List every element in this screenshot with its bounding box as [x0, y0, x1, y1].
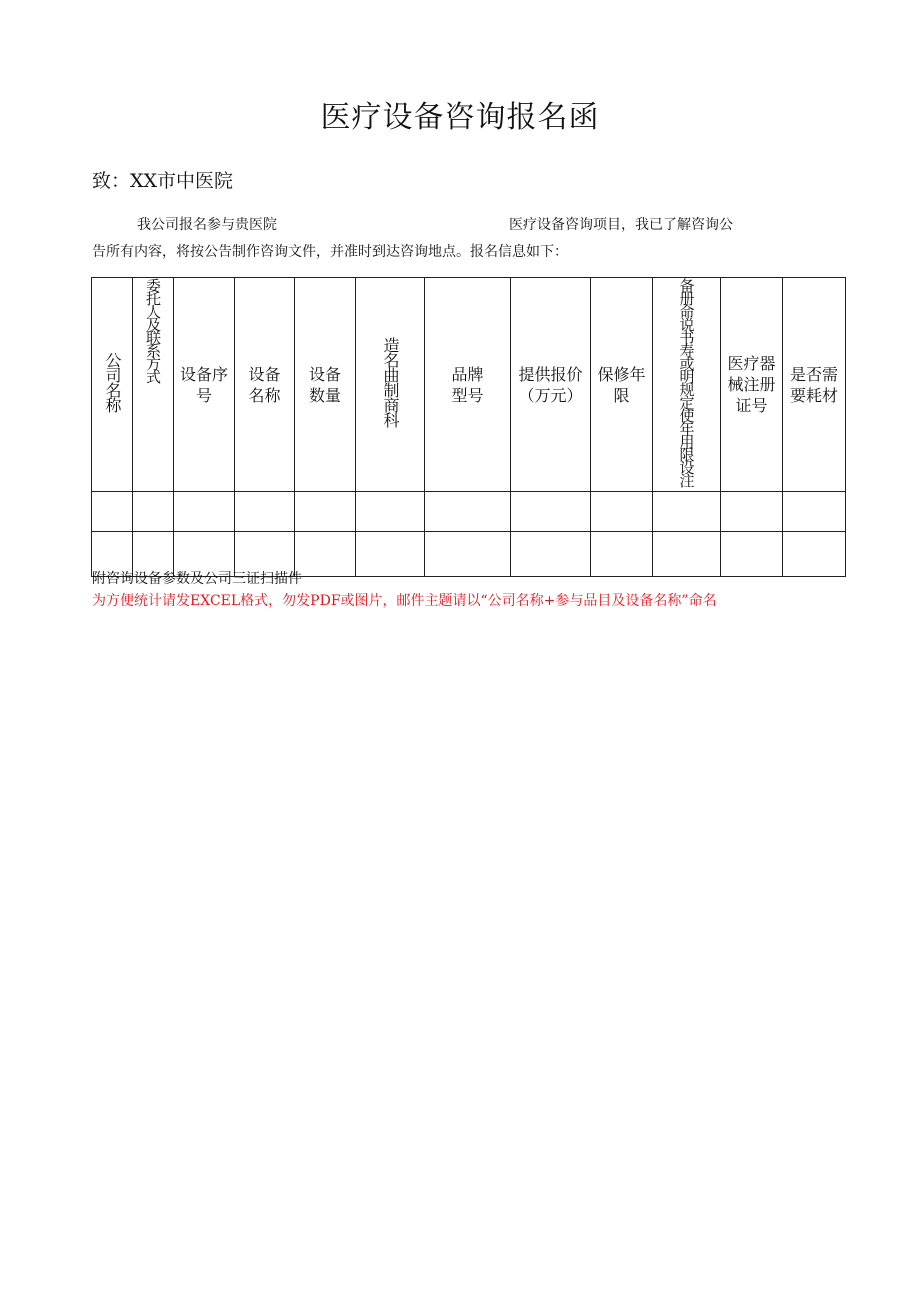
header-registration: 医疗器械注册证号 — [721, 278, 783, 492]
table-cell[interactable] — [235, 492, 295, 532]
page-title: 医疗设备咨询报名函 — [320, 100, 600, 135]
table-cell[interactable] — [591, 492, 653, 532]
table-cell[interactable] — [174, 492, 235, 532]
header-contact: 委托人及联系方式 — [133, 278, 174, 492]
header-device-qty: 设备数量 — [295, 278, 356, 492]
table-cell[interactable] — [356, 492, 425, 532]
attachment-note: 附咨询设备参数及公司三证扫描件 — [92, 571, 302, 587]
registration-table — [91, 277, 846, 577]
header-manufacturer: 造名曲制商科 — [356, 278, 425, 492]
table-cell[interactable] — [783, 532, 846, 577]
table-cell[interactable] — [721, 532, 783, 577]
header-device-name: 设备名称 — [235, 278, 295, 492]
table-cell[interactable] — [721, 492, 783, 532]
intro-part-1: 我公司报名参与贵医院 — [137, 217, 277, 233]
table-cell[interactable] — [511, 492, 591, 532]
addressee: 致：XX市中医院 — [92, 170, 234, 192]
intro-line-2: 告所有内容，将按公告制作咨询文件，并准时到达咨询地点。报名信息如下： — [92, 244, 568, 260]
table-cell[interactable] — [511, 532, 591, 577]
table-cell[interactable] — [133, 492, 174, 532]
header-row — [92, 278, 846, 492]
table-cell[interactable] — [653, 532, 721, 577]
header-consumables: 是否需要耗材 — [783, 278, 846, 492]
table-cell[interactable] — [92, 492, 133, 532]
header-brand-model: 品牌型号 — [425, 278, 511, 492]
table-cell[interactable] — [295, 492, 356, 532]
intro-part-2: 医疗设备咨询项目，我已了解咨询公 — [509, 217, 733, 233]
submission-notice: 为方便统计请发EXCEL格式，勿发PDF或图片，邮件主题请以“公司名称+参与品目及设备名称”命名 — [92, 593, 717, 609]
table-body — [92, 492, 846, 577]
table-cell[interactable] — [295, 532, 356, 577]
header-device-seq: 设备序号 — [174, 278, 235, 492]
table-row — [92, 492, 846, 532]
header-price: 提供报价（万元） — [511, 278, 591, 492]
table-cell[interactable] — [425, 492, 511, 532]
table-cell[interactable] — [783, 492, 846, 532]
table-cell[interactable] — [356, 532, 425, 577]
table-cell[interactable] — [591, 532, 653, 577]
header-warranty: 保修年限 — [591, 278, 653, 492]
table-cell[interactable] — [653, 492, 721, 532]
header-lifespan: 备册命说书寿或明规定使年用限设注 — [653, 278, 721, 492]
intro-line-1 — [92, 215, 832, 235]
header-company-name: 公司名称 — [92, 278, 133, 492]
table-cell[interactable] — [425, 532, 511, 577]
